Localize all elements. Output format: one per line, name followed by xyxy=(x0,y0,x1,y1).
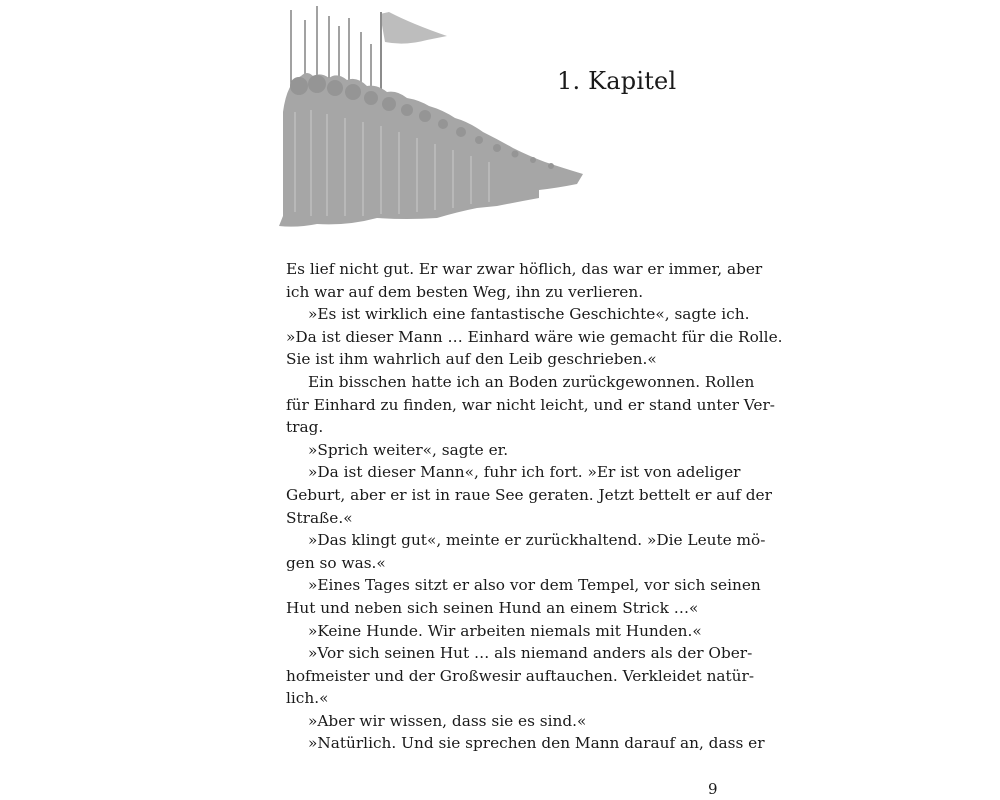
text-line: für Einhard zu finden, war nicht leicht, und er stand unter Ver- xyxy=(286,395,775,414)
text-line: Sie ist ihm wahrlich auf den Leib geschrieben.« xyxy=(286,350,657,369)
text-line: Hut und neben sich seinen Hund an einem Strick …« xyxy=(286,598,699,617)
text-line: »Da ist dieser Mann«, fuhr ich fort. »Er ist von adeliger xyxy=(308,463,741,482)
text-line: Es lief nicht gut. Er war zwar höflich, das war er immer, aber xyxy=(286,260,763,278)
text-line: »Es ist wirklich eine fantastische Geschichte«, sagte ich. xyxy=(308,305,750,324)
chapter-body-text xyxy=(286,258,783,755)
chapter-title: 1. Kapitel xyxy=(557,67,677,95)
text-line: trag. xyxy=(286,418,324,437)
text-line: Straße.« xyxy=(286,508,353,527)
text-line: »Sprich weiter«, sagte er. xyxy=(308,440,509,459)
text-line: »Das klingt gut«, meinte er zurückhaltend. »Die Leute mö- xyxy=(308,531,766,550)
text-line: Ein bisschen hatte ich an Boden zurückgewonnen. Rollen xyxy=(308,372,755,391)
text-line: ich war auf dem besten Weg, ihn zu verlieren. xyxy=(286,282,644,301)
text-line: »Vor sich seinen Hut … als niemand anders als der Ober- xyxy=(308,644,753,663)
text-line: lich.« xyxy=(286,689,329,708)
text-line: »Natürlich. Und sie sprechen den Mann darauf an, dass er xyxy=(308,734,765,753)
text-line: »Keine Hunde. Wir arbeiten niemals mit Hunden.« xyxy=(308,621,702,640)
text-line: gen so was.« xyxy=(286,553,386,572)
marching-army-banner-illustration xyxy=(277,2,587,230)
text-line: hofmeister und der Großwesir auftauchen. Verkleidet natür- xyxy=(286,666,755,685)
page-number: 9 xyxy=(708,780,718,798)
text-line: Geburt, aber er ist in raue See geraten. Jetzt bettelt er auf der xyxy=(286,485,772,504)
text-line: »Eines Tages sitzt er also vor dem Tempel, vor sich seinen xyxy=(308,576,761,595)
text-line: »Aber wir wissen, dass sie es sind.« xyxy=(308,711,587,730)
text-line: »Da ist dieser Mann … Einhard wäre wie gemacht für die Rolle. xyxy=(286,327,783,346)
